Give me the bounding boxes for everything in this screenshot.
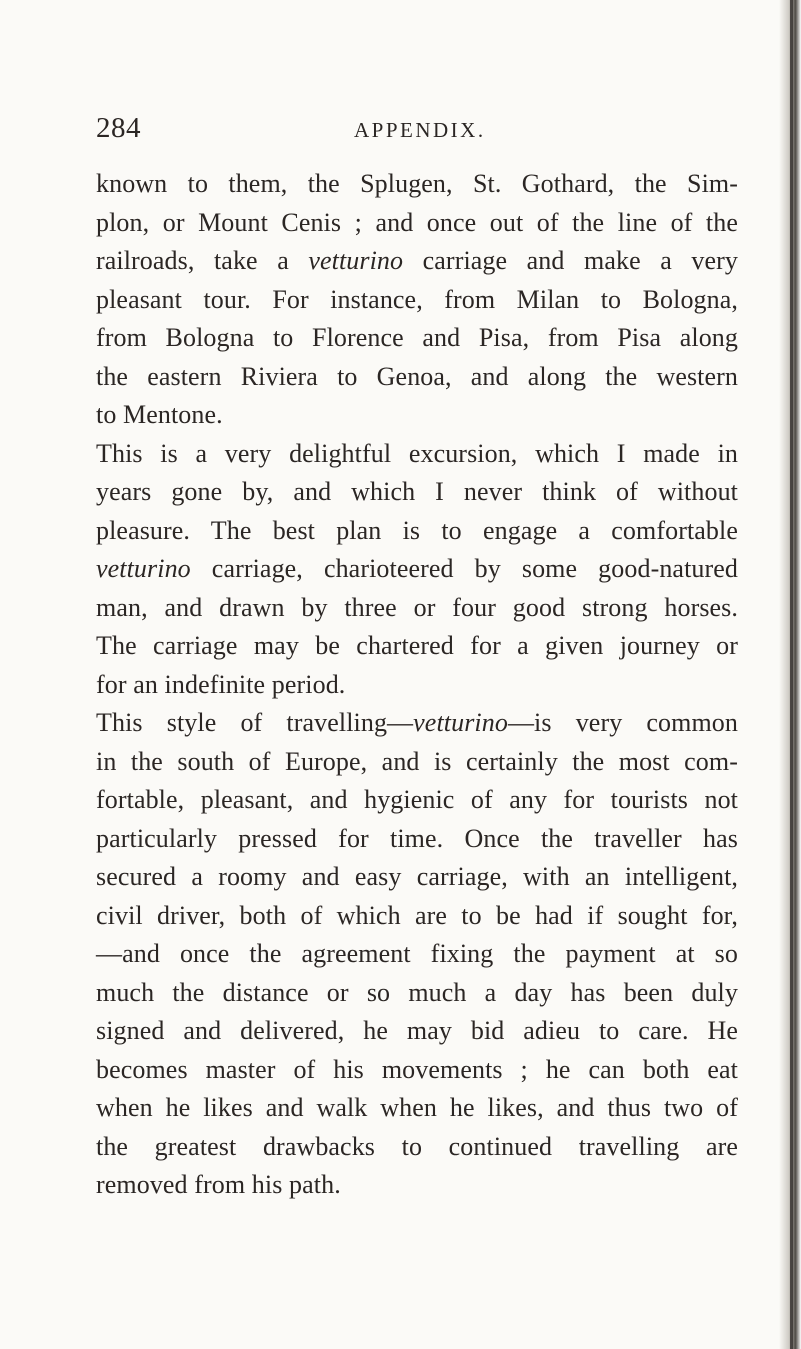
body-text — [96, 165, 738, 1205]
text-run: railroads, take a — [96, 246, 309, 275]
text-run: particularly pressed for time. Once the traveller has — [96, 823, 738, 853]
text-line — [96, 935, 738, 974]
text-line — [96, 358, 738, 397]
text-line — [96, 473, 738, 512]
italic-term: vetturino — [96, 554, 191, 583]
text-run: This is a very delightful excursion, which I made in — [96, 438, 738, 468]
running-head — [96, 112, 736, 152]
text-line — [96, 435, 738, 474]
text-line — [96, 281, 738, 320]
paragraph — [96, 165, 738, 435]
text-run: secured a roomy and easy carriage, with an intelligent, — [96, 862, 738, 891]
text-line — [96, 396, 738, 435]
text-run: The carriage may be chartered for a given journey or — [96, 631, 738, 660]
text-run: from Bologna to Florence and Pisa, from Pisa along — [96, 323, 738, 352]
text-line — [96, 1128, 738, 1167]
text-run: plon, or Mount Cenis ; and once out of the line of the — [96, 207, 738, 237]
text-line — [96, 1166, 738, 1205]
paragraph — [96, 435, 738, 705]
page-number: 284 — [96, 112, 141, 144]
text-run: pleasure. The best plan is to engage a comfortable — [96, 515, 738, 545]
text-run: carriage and make a very — [403, 246, 738, 275]
text-run: removed from his path. — [96, 1170, 341, 1199]
text-line — [96, 589, 738, 628]
text-run: man, and drawn by three or four good strong horses. — [96, 592, 738, 622]
text-line — [96, 666, 738, 705]
text-run: the greatest drawbacks to continued travelling are — [96, 1131, 738, 1161]
text-run: for an indefinite period. — [96, 669, 346, 699]
text-line — [96, 1051, 738, 1090]
paragraph — [96, 704, 738, 1205]
text-line — [96, 165, 738, 204]
text-line — [96, 704, 738, 743]
text-line — [96, 319, 738, 358]
text-run: the eastern Riviera to Genoa, and along the western — [96, 361, 738, 391]
text-run: becomes master of his movements ; he can both eat — [96, 1054, 738, 1084]
text-line — [96, 781, 738, 820]
text-run: signed and delivered, he may bid adieu to care. He — [96, 1016, 738, 1045]
text-line — [96, 627, 738, 666]
italic-term: vetturino — [413, 708, 508, 737]
text-run: This style of travelling— — [96, 708, 414, 737]
text-run: in the south of Europe, and is certainly the most com- — [96, 746, 738, 776]
text-run: to Mentone. — [96, 400, 223, 429]
text-line — [96, 512, 738, 551]
text-run: pleasant tour. For instance, from Milan to Bologna, — [96, 284, 738, 314]
text-run: years gone by, and which I never think of without — [96, 477, 738, 506]
text-line — [96, 550, 738, 589]
text-line — [96, 858, 738, 897]
text-line — [96, 1012, 738, 1051]
text-run: known to them, the Splugen, St. Gothard, the Sim- — [96, 169, 738, 198]
text-line — [96, 974, 738, 1013]
text-line — [96, 897, 738, 936]
text-line — [96, 242, 738, 281]
text-line — [96, 743, 738, 782]
page-edge-line — [790, 0, 793, 1349]
text-line — [96, 1089, 738, 1128]
running-title: APPENDIX. — [354, 118, 486, 142]
text-line — [96, 204, 738, 243]
text-run: —and once the agreement fixing the payment at so — [96, 939, 738, 968]
text-run: fortable, pleasant, and hygienic of any for tourists not — [96, 785, 738, 814]
text-run: —is very common — [507, 708, 739, 737]
text-run: carriage, charioteered by some good-natured — [190, 554, 738, 583]
italic-term: vetturino — [308, 246, 404, 275]
text-line — [96, 820, 738, 859]
text-run: when he likes and walk when he likes, and thus two of — [96, 1093, 738, 1122]
text-run: much the distance or so much a day has been duly — [96, 977, 738, 1007]
text-run: civil driver, both of which are to be had if sought for, — [96, 900, 738, 930]
